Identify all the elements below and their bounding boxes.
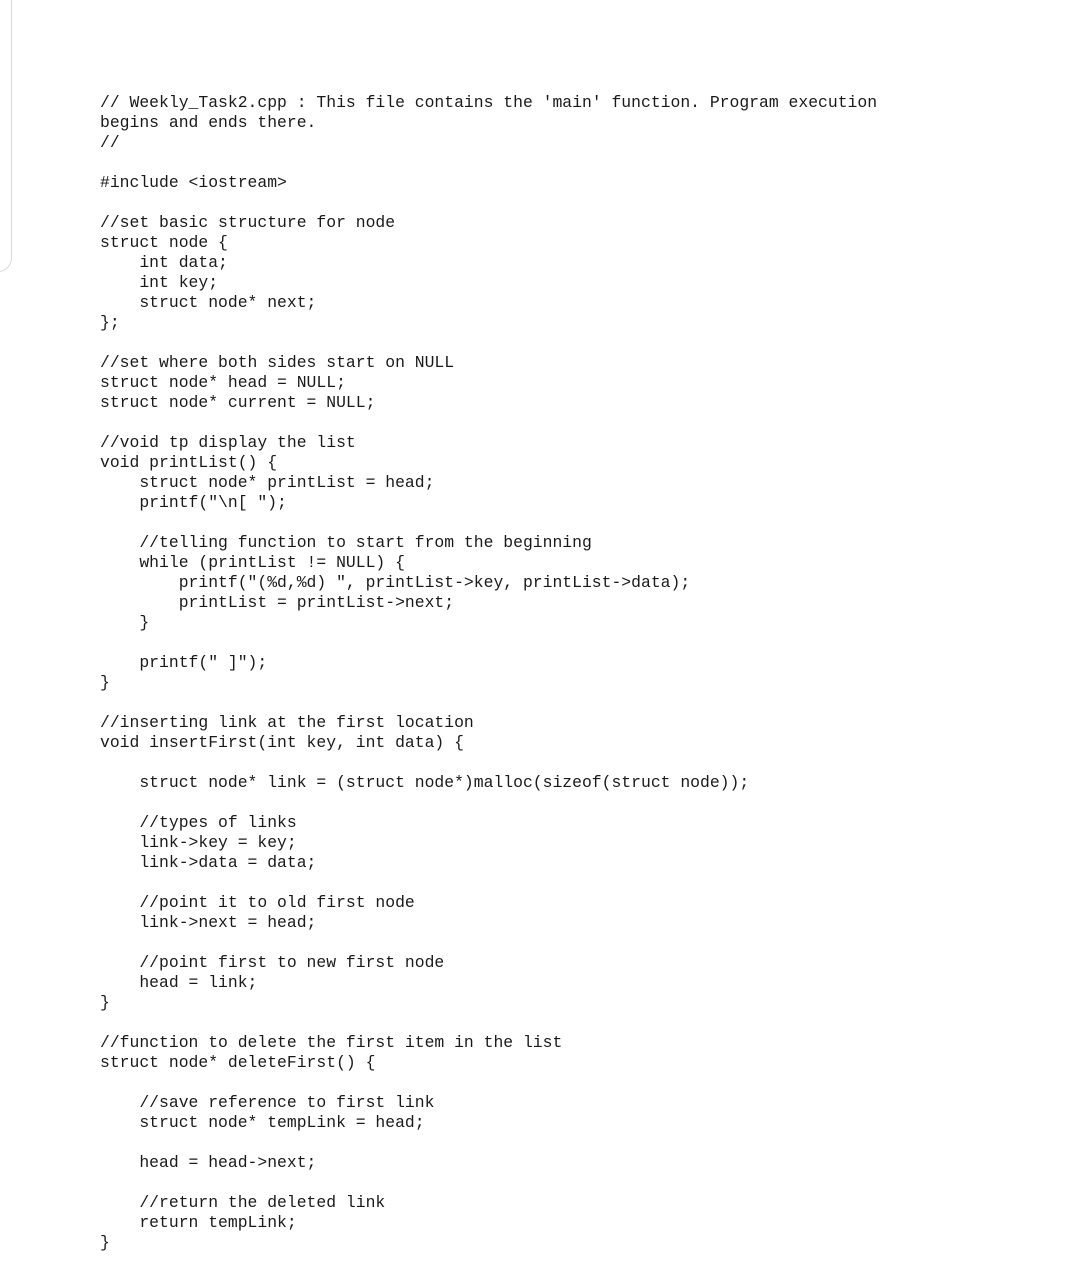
- code-line: }: [100, 673, 110, 692]
- code-line: begins and ends there.: [100, 113, 317, 132]
- code-line: [100, 333, 1060, 353]
- code-line: [100, 793, 1060, 813]
- code-line: }: [100, 993, 110, 1012]
- code-line: link->key = key;: [100, 833, 297, 852]
- code-line: //void tp display the list: [100, 433, 356, 452]
- code-line: struct node {: [100, 233, 228, 252]
- code-line: [100, 873, 1060, 893]
- code-line: printList = printList->next;: [100, 593, 455, 612]
- code-line: struct node* deleteFirst() {: [100, 1053, 376, 1072]
- code-line: [100, 153, 1060, 173]
- code-line: struct node* tempLink = head;: [100, 1113, 425, 1132]
- code-line: [100, 413, 1060, 433]
- code-line: //function to delete the first item in the list: [100, 1033, 563, 1052]
- code-line: //telling function to start from the beginning: [100, 533, 592, 552]
- code-line: struct node* next;: [100, 293, 317, 312]
- code-line: //: [100, 133, 120, 152]
- code-line: head = link;: [100, 973, 258, 992]
- code-line: printf(" ]");: [100, 653, 268, 672]
- code-line: while (printList != NULL) {: [100, 553, 405, 572]
- code-line: int data;: [100, 253, 228, 272]
- code-line: [100, 1073, 1060, 1093]
- code-line: printf("(%d,%d) ", printList->key, printList->data);: [100, 573, 691, 592]
- code-line: struct node* printList = head;: [100, 473, 435, 492]
- code-line: }: [100, 1233, 110, 1252]
- code-line: [100, 693, 1060, 713]
- code-line: return tempLink;: [100, 1213, 297, 1232]
- code-line: };: [100, 313, 120, 332]
- code-line: //save reference to first link: [100, 1093, 435, 1112]
- code-line: struct node* link = (struct node*)malloc(sizeof(struct node));: [100, 773, 750, 792]
- code-line: link->next = head;: [100, 913, 317, 932]
- code-line: [100, 1013, 1060, 1033]
- code-line: struct node* current = NULL;: [100, 393, 376, 412]
- code-line: //set basic structure for node: [100, 213, 396, 232]
- code-line: printf("\n[ ");: [100, 493, 287, 512]
- code-line: int key;: [100, 273, 219, 292]
- code-line: //types of links: [100, 813, 297, 832]
- code-line: //point it to old first node: [100, 893, 415, 912]
- code-line: void printList() {: [100, 453, 278, 472]
- code-line: //inserting link at the first location: [100, 713, 474, 732]
- code-line: struct node* head = NULL;: [100, 373, 346, 392]
- code-line: [100, 933, 1060, 953]
- side-panel-edge: [0, 0, 12, 272]
- code-line: //return the deleted link: [100, 1193, 386, 1212]
- code-line: [100, 1173, 1060, 1193]
- code-line: link->data = data;: [100, 853, 317, 872]
- code-line: [100, 753, 1060, 773]
- code-line: [100, 513, 1060, 533]
- code-line: }: [100, 613, 150, 632]
- code-line: [100, 1133, 1060, 1153]
- code-line: void insertFirst(int key, int data) {: [100, 733, 464, 752]
- code-line: [100, 633, 1060, 653]
- code-line: [100, 193, 1060, 213]
- code-listing: [100, 93, 1060, 1253]
- code-line: #include <iostream>: [100, 173, 287, 192]
- code-line: head = head->next;: [100, 1153, 317, 1172]
- code-line: // Weekly_Task2.cpp : This file contains the 'main' function. Program execution: [100, 93, 878, 112]
- code-line: //set where both sides start on NULL: [100, 353, 455, 372]
- code-line: //point first to new first node: [100, 953, 445, 972]
